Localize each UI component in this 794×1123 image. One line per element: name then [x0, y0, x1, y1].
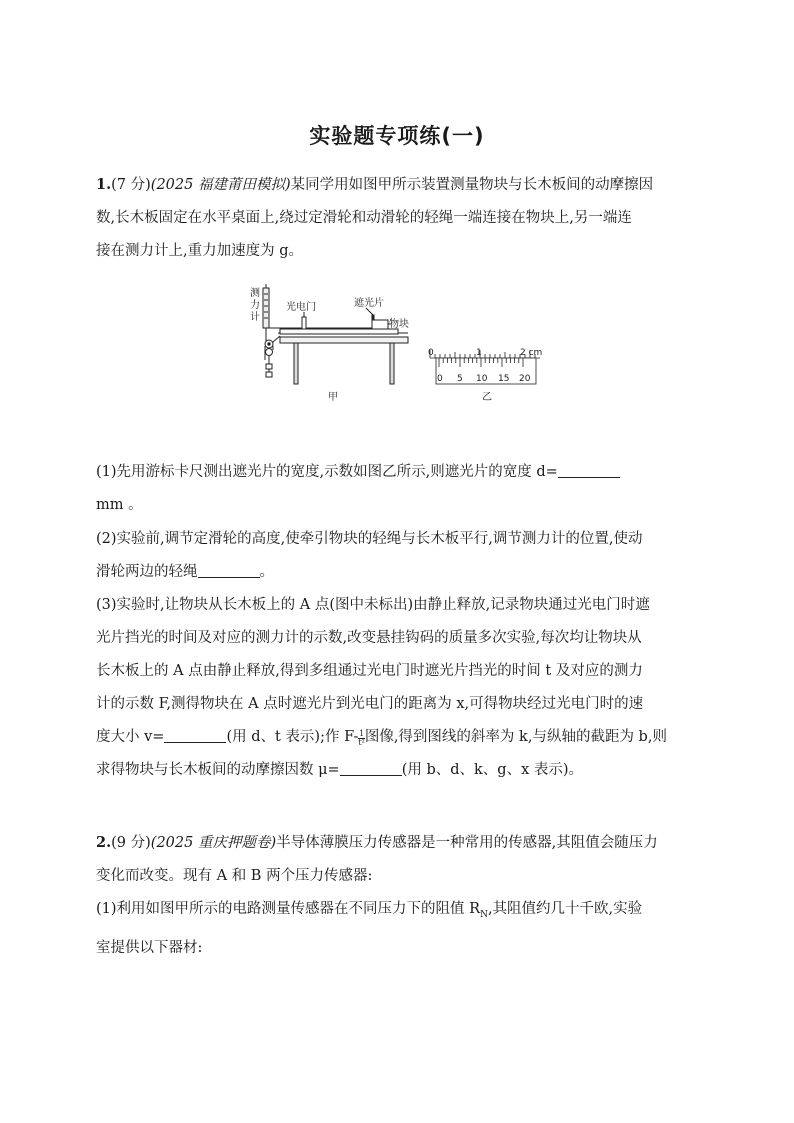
- table-leg-left: [294, 343, 298, 384]
- photogate-label: 光电门: [286, 302, 316, 313]
- vernier-label-10: 10: [476, 374, 488, 384]
- dynamometer-label-2: 力: [250, 300, 260, 311]
- fig-b-caption: 乙: [482, 392, 492, 403]
- q1-stem-line-2: 数,长木板固定在水平桌面上,绕过定滑轮和动滑轮的轻绳一端连接在物块上,另一端连: [96, 210, 632, 226]
- vernier-label-5: 5: [457, 374, 463, 384]
- q2-stem-line-2: 变化而改变。现有 A 和 B 两个压力传感器:: [96, 868, 373, 884]
- hook-weight-1: [266, 364, 272, 369]
- main-scale-label-2: 2 cm: [520, 348, 543, 358]
- q1-stem-text-1: 某同学用如图甲所示装置测量物块与长木板间的动摩擦因: [290, 177, 654, 193]
- dynamometer-label-3: 计: [250, 312, 260, 323]
- q1-stem-line-3: 接在测力计上,重力加速度为 g。: [96, 243, 303, 259]
- figure-apparatus: [263, 284, 408, 384]
- q1-part-3-line-4: 计的示数 F,测得物块在 A 点时遮光片到光电门的距离为 x,可得物块经过光电门时的速: [96, 696, 644, 712]
- q1-part-2-line-2: [96, 556, 696, 589]
- q2-source: (2025 重庆押题卷): [150, 835, 277, 851]
- q1-part-3-line-6: [96, 754, 696, 787]
- q2-part-1-line-1: [96, 893, 696, 932]
- fraction-numerator: 1: [359, 729, 365, 738]
- q2-stem: [96, 826, 696, 965]
- q1-figure: [240, 284, 560, 408]
- q2-resistance-subscript: N: [480, 909, 488, 920]
- long-board: [280, 329, 398, 334]
- answer-blank-mu[interactable]: [340, 761, 402, 776]
- q1-stem-line-1: [96, 168, 696, 202]
- photogate: [302, 317, 306, 329]
- q1-part-1: [96, 456, 696, 522]
- q1-part-3: [96, 589, 696, 787]
- q1-slope-text: 图像,得到图线的斜率为 k,与纵轴的截距为 b,则: [364, 729, 667, 745]
- q1-number: 1.: [96, 176, 112, 193]
- dynamometer-label-1: 测: [250, 288, 260, 299]
- answer-blank-d[interactable]: [558, 463, 620, 478]
- hook-weight-2: [266, 372, 272, 377]
- q1-mu-text: 求得物块与长木板间的动摩擦因数 μ=: [96, 762, 340, 778]
- main-scale-label-0: 0: [428, 348, 434, 358]
- q1-part-2-text: 滑轮两边的轻绳: [96, 564, 198, 580]
- q1-part-1-line-2: mm 。: [96, 497, 143, 513]
- vernier-label-15: 15: [498, 374, 510, 384]
- answer-blank-rope[interactable]: [198, 563, 260, 578]
- main-scale-label-1: 1: [476, 348, 482, 358]
- q2-part-1-text-2: ,其阻值约几十千欧,实验: [487, 901, 643, 917]
- q1-stem: [96, 168, 696, 268]
- q1-part-2-end: 。: [259, 564, 274, 580]
- q1-part-3-line-1: (3)实验时,让物块从长木板上的 A 点(图中未标出)由静止释放,记录物块通过光电门时遮: [96, 597, 650, 613]
- q1-source: (2025 福建莆田模拟): [150, 177, 291, 193]
- moving-pulley: [266, 349, 273, 356]
- page-title: 实验题专项练(一): [309, 124, 485, 148]
- table-leg-right: [390, 343, 394, 384]
- fig-a-caption: 甲: [328, 392, 338, 403]
- q2-number: 2.: [96, 834, 112, 851]
- shade-piece: [372, 315, 374, 320]
- q1-score: (7 分): [111, 177, 151, 193]
- vernier-label-0: 0: [437, 374, 443, 384]
- q2-stem-text-1: 半导体薄膜压力传感器是一种常用的传感器,其阻值会随压力: [276, 835, 658, 851]
- q1-mu-end: (用 b、d、k、g、x 表示)。: [401, 762, 584, 778]
- q1-part-1-line-1: [96, 456, 696, 489]
- q1-part-1-text: (1)先用游标卡尺测出遮光片的宽度,示数如图乙所示,则遮光片的宽度 d=: [96, 464, 558, 480]
- q2-part-1-text: (1)利用如图甲所示的电路测量传感器在不同压力下的阻值 R: [96, 901, 481, 917]
- q1-part-2: [96, 523, 696, 589]
- q2-stem-line-1: [96, 826, 696, 860]
- q1-part-3-line-3: 长木板上的 A 点由静止释放,得到多组通过光电门时遮光片挡光的时间 t 及对应的测力: [96, 663, 643, 679]
- shade-label: 遮光片: [354, 298, 384, 309]
- q1-graph-text: (用 d、t 表示);作 F-: [226, 729, 359, 745]
- table-top: [280, 337, 408, 343]
- block: [372, 320, 388, 329]
- q1-part-2-line-1: (2)实验前,调节定滑轮的高度,使牵引物块的轻绳与长木板平行,调节测力计的位置,使动: [96, 531, 643, 547]
- q1-part-3-line-5: [96, 721, 696, 754]
- fraction-denominator: t²: [358, 738, 365, 747]
- q1-velocity-text: 度大小 v=: [96, 729, 165, 745]
- answer-blank-v[interactable]: [164, 728, 226, 743]
- vernier-label-20: 20: [519, 374, 531, 384]
- block-label: 物块: [389, 319, 409, 330]
- q1-part-3-line-2: 光片挡光的时间及对应的测力计的示数,改变悬挂钩码的质量多次实验,每次均让物块从: [96, 630, 642, 646]
- q2-part-1-line-2: 室提供以下器材:: [96, 939, 203, 956]
- q2-score: (9 分): [111, 835, 151, 851]
